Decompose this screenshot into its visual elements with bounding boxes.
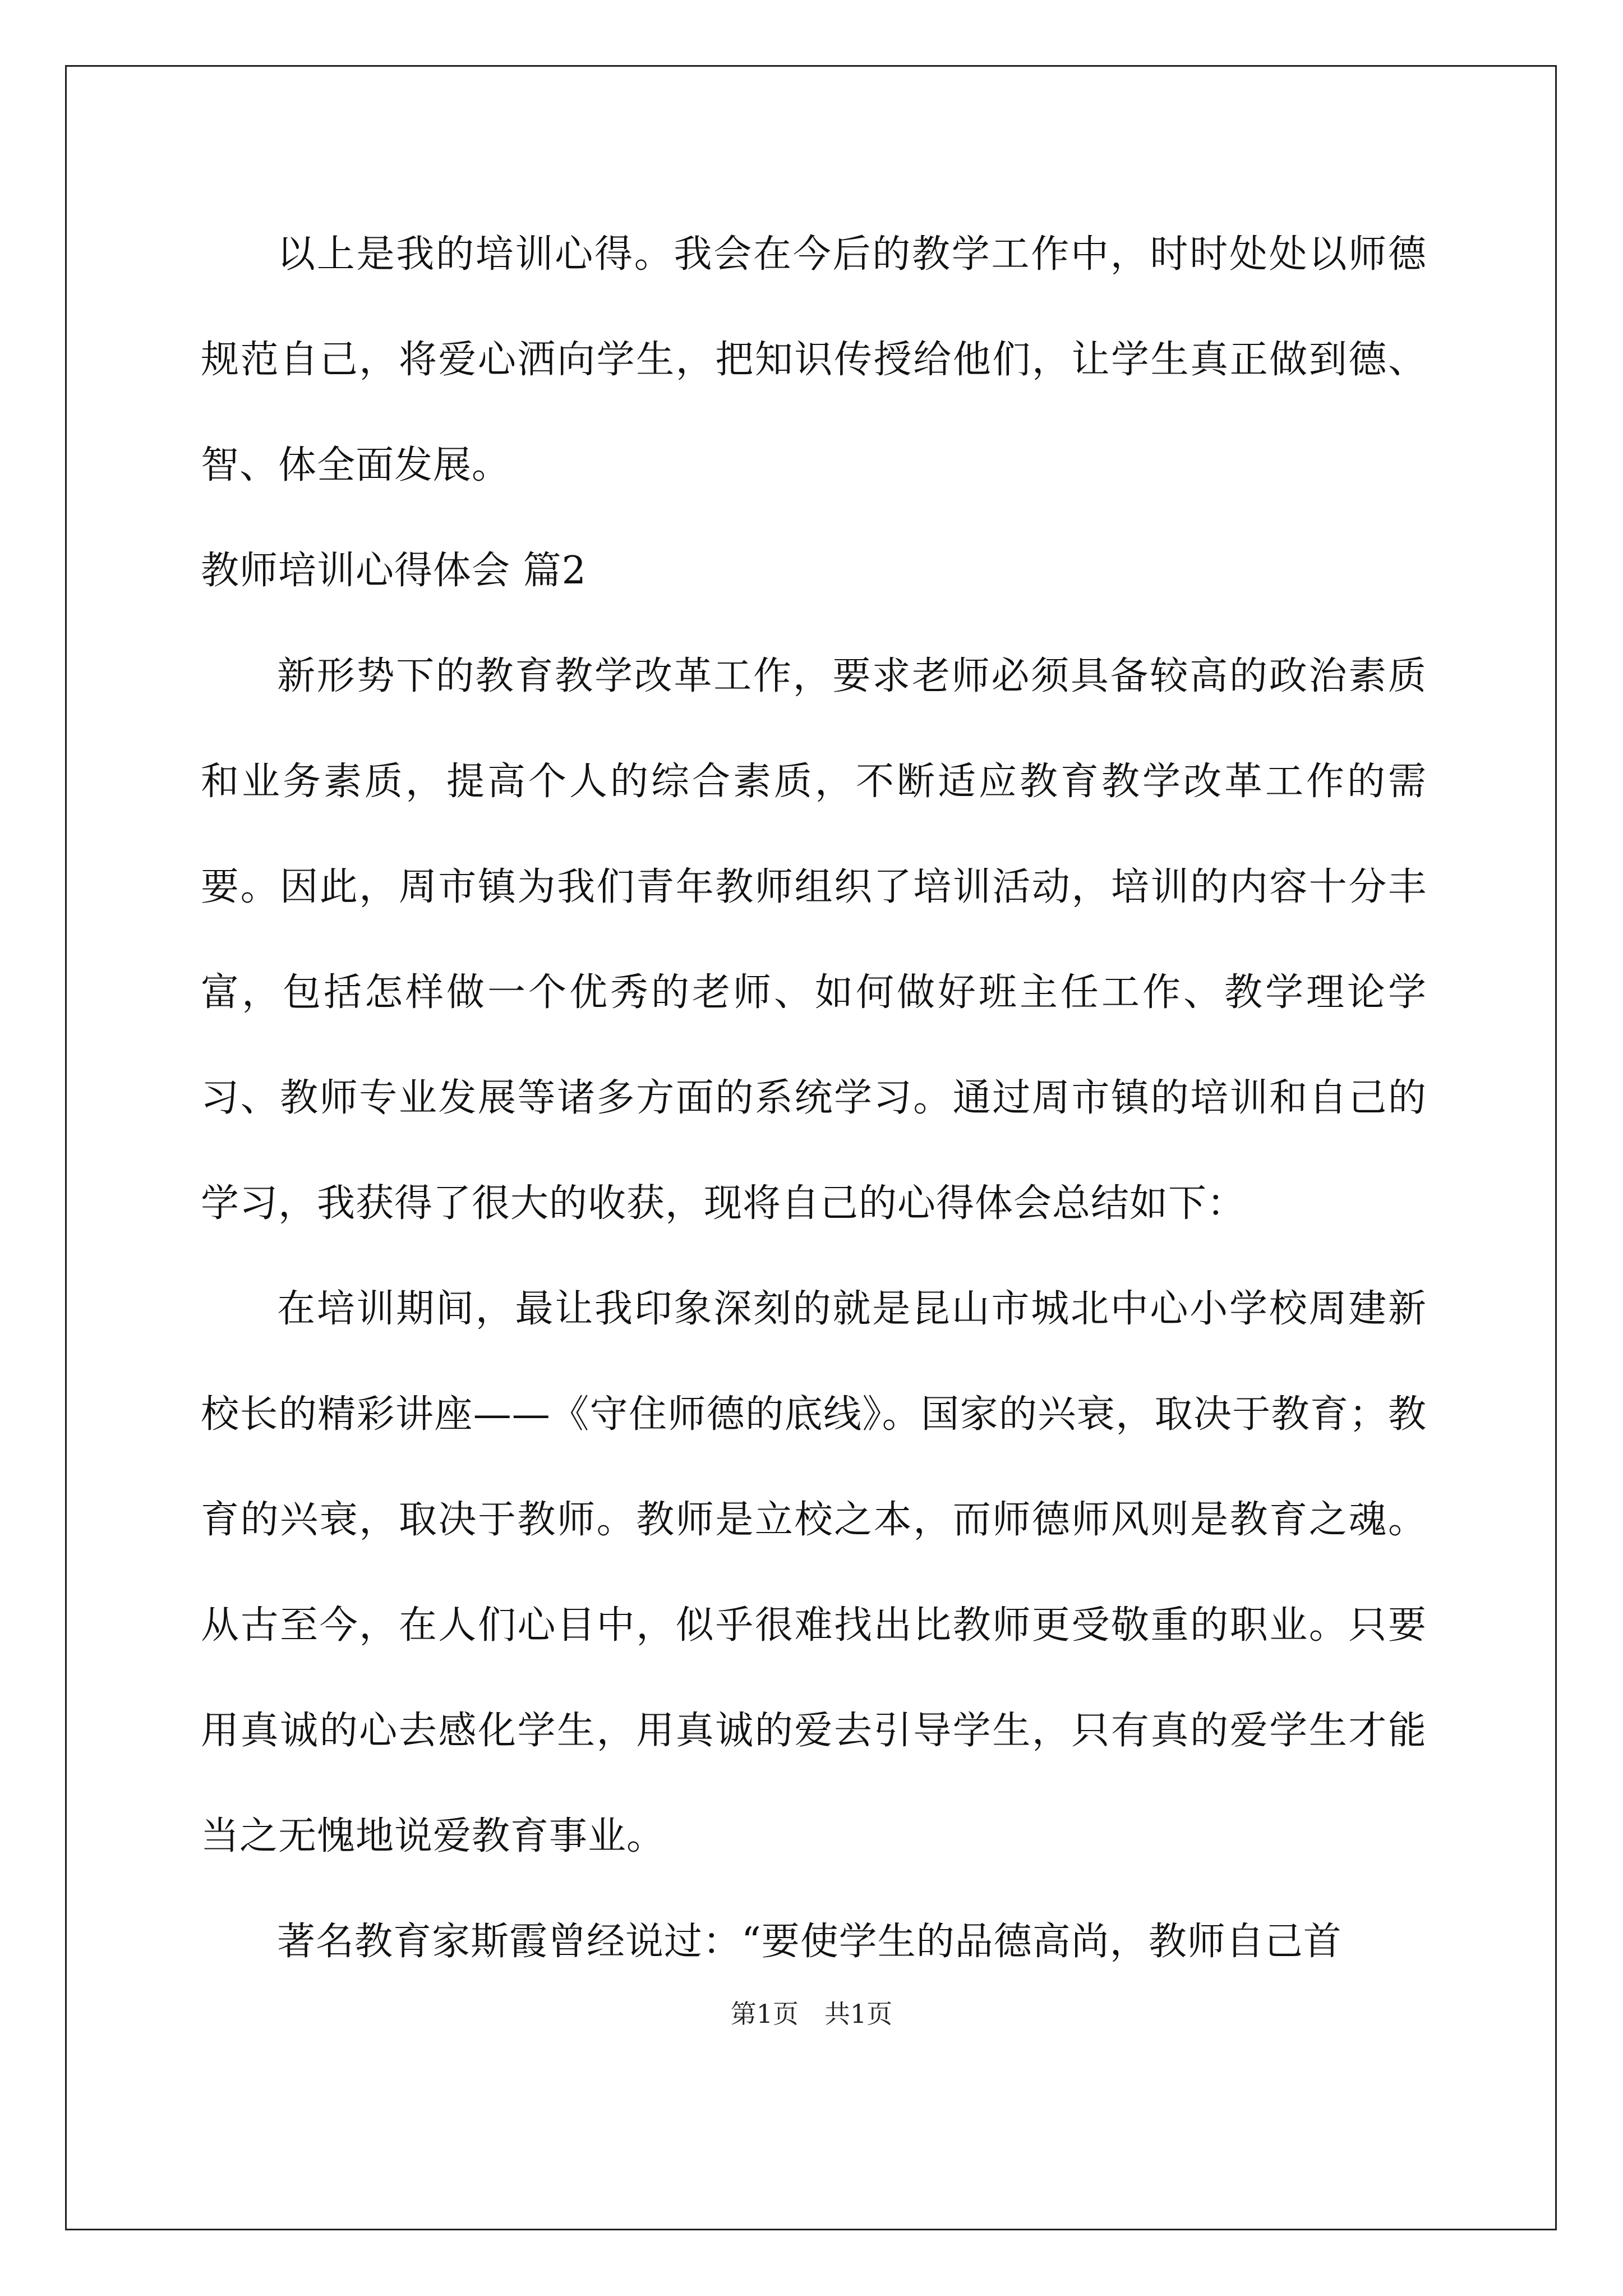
paragraph-quote: 著名教育家斯霞曾经说过：“要使学生的品德高尚，教师自己首 xyxy=(277,1920,1342,1964)
paragraph-lecture: 在培训期间，最让我印象深刻的就是昆山市城北中心小学校周建新校长的精彩讲座——《守住师德的底线》。国家的兴衰，取决于教育；教育的兴衰，取决于教师。教师是立校之本，而师德师风则是教育之魂。从古至今，在人们心目中，似乎很难找出比教师更受敬重的职业。只要用真诚的心去感化学生，用真诚的爱去引导学生，只有真的爱学生才能当之无愧地说爱教育事业。 xyxy=(201,1287,1427,1858)
paragraph-intro: 新形势下的教育教学改革工作，要求老师必须具备较高的政治素质和业务素质，提高个人的综合素质，不断适应教育教学改革工作的需要。因此，周市镇为我们青年教师组织了培训活动，培训的内容十分丰富，包括怎样做一个优秀的老师、如何做好班主任工作、教学理论学习、教师专业发展等诸多方面的系统学习。通过周市镇的培训和自己的学习，我获得了很大的收获，现将自己的心得体会总结如下： xyxy=(201,654,1427,1226)
paragraph-conclusion: 以上是我的培训心得。我会在今后的教学工作中，时时处处以师德规范自己，将爱心洒向学生，把知识传授给他们，让学生真正做到德、智、体全面发展。 xyxy=(201,232,1427,487)
section-heading: 教师培训心得体会 篇2 xyxy=(201,549,587,593)
document-body xyxy=(201,202,1427,1995)
page-footer: 第1页 共1页 xyxy=(730,1999,893,2029)
